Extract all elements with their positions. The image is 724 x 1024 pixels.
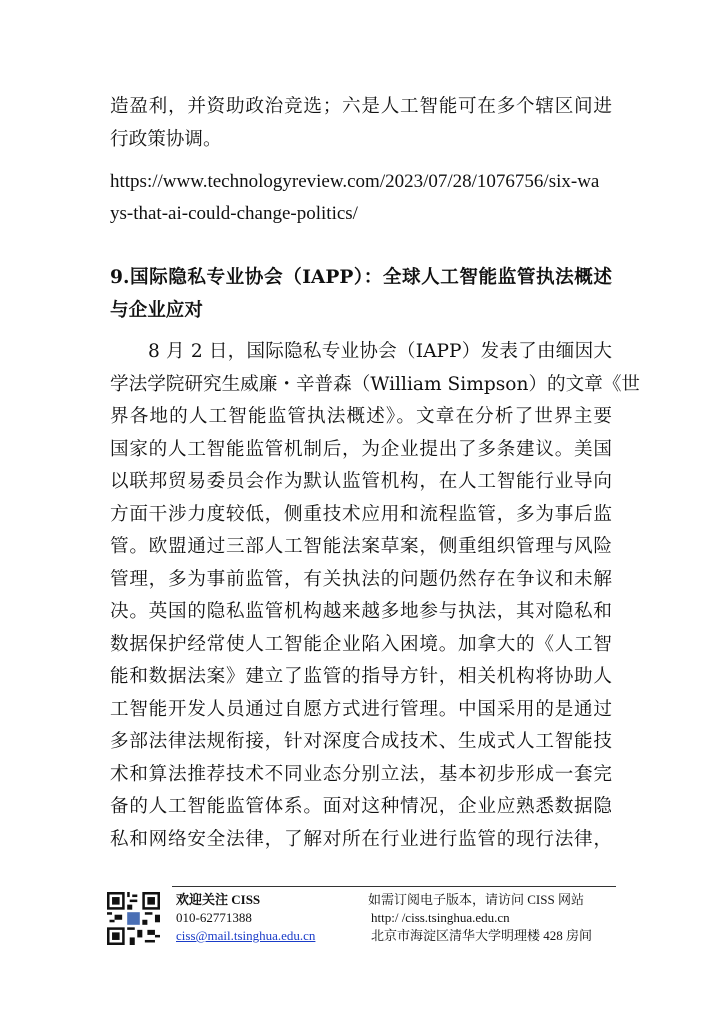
- footer-address: 北京市海淀区清华大学明理楼 428 房间: [371, 928, 593, 943]
- body-text-line: 学法学院研究生威廉・辛普森（William Simpson）的文章《世: [110, 373, 641, 395]
- text-line: 造盈利，并资助政治竞选；六是人工智能可在多个辖区间进: [110, 96, 612, 117]
- body-text-line: 管。欧盟通过三部人工智能法案草案，侧重组织管理与风险: [110, 536, 612, 557]
- body-text-line: 能和数据法案》建立了监管的指导方针，相关机构将协助人: [110, 666, 612, 687]
- footer-website[interactable]: http:/ /ciss.tsinghua.edu.cn: [371, 910, 510, 925]
- body-text-line: 界各地的人工智能监管执法概述》。文章在分析了世界主要: [110, 406, 612, 427]
- url-line: https://www.technologyreview.com/2023/07/28/1076756/six-wa: [110, 171, 600, 192]
- body-text-line: 多部法律法规衔接，针对深度合成技术、生成式人工智能技: [110, 731, 612, 752]
- url-line: ys-that-ai-could-change-politics/: [110, 203, 358, 224]
- body-text-line: 方面干涉力度较低，侧重技术应用和流程监管，多为事后监: [110, 503, 612, 525]
- section-heading: 9.国际隐私专业协会（IAPP）：全球人工智能监管执法概述: [110, 267, 612, 288]
- qr-code-icon: [107, 892, 160, 945]
- footer-phone: 010-62771388: [176, 910, 252, 925]
- body-text-line: 备的人工智能监管体系。面对这种情况，企业应熟悉数据隐: [110, 796, 612, 817]
- footer-divider: [172, 886, 616, 887]
- text-line: 行政策协调。: [110, 129, 222, 150]
- footer-subscribe: 如需订阅电子版本，请访问 CISS 网站: [368, 892, 584, 907]
- body-text-line: 8 月 2 日，国际隐私专业协会（IAPP）发表了由缅因大: [148, 341, 612, 362]
- footer-follow: 欢迎关注 CISS: [176, 892, 261, 907]
- body-text-line: 国家的人工智能监管机制后，为企业提出了多条建议。美国: [110, 438, 612, 460]
- body-text-line: 私和网络安全法律，了解对所在行业进行监管的现行法律，: [110, 828, 612, 850]
- body-text-line: 术和算法推荐技术不同业态分别立法，基本初步形成一套完: [110, 763, 612, 785]
- footer-email[interactable]: [176, 928, 315, 944]
- email-link[interactable]: ciss@mail.tsinghua.edu.cn: [176, 928, 316, 943]
- body-text-line: 管理，多为事前监管，有关执法的问题仍然存在争议和未解: [110, 568, 612, 590]
- body-text-line: 工智能开发人员通过自愿方式进行管理。中国采用的是通过: [110, 698, 612, 720]
- body-text-line: 数据保护经常使人工智能企业陷入困境。加拿大的《人工智: [110, 633, 612, 655]
- body-text-line: 以联邦贸易委员会作为默认监管机构，在人工智能行业导向: [110, 471, 612, 492]
- body-text-line: 决。英国的隐私监管机构越来越多地参与执法，其对隐私和: [110, 601, 612, 622]
- section-heading: 与企业应对: [110, 300, 203, 321]
